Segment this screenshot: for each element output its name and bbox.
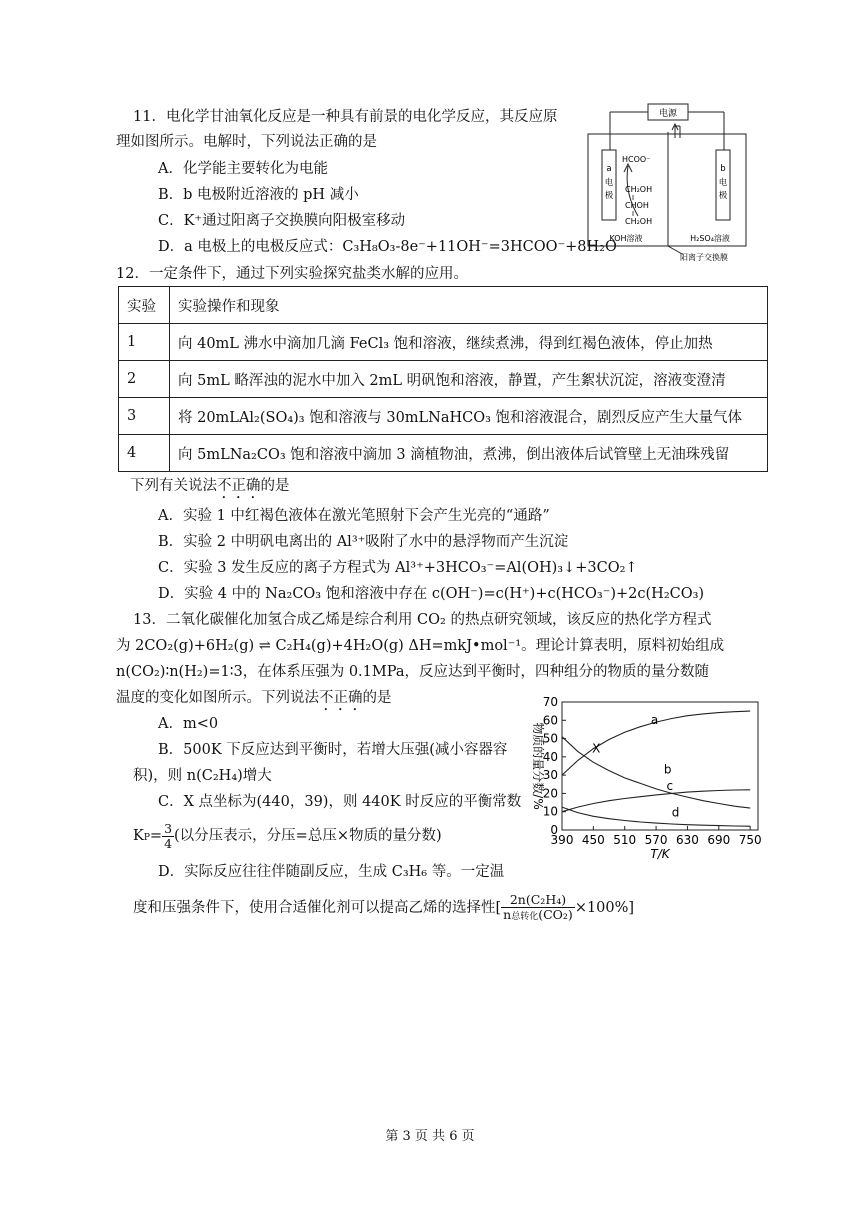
electrolysis-diagram xyxy=(580,96,760,264)
table-cell-procedure: 向 5mLNa₂CO₃ 饱和溶液中滴加 3 滴植物油，煮沸，倒出液体后试管壁上无油珠残留 xyxy=(170,435,768,472)
q11-option-c: C．K⁺通过阳离子交换膜向阳极室移动 xyxy=(158,213,406,229)
x-tick-label: 450 xyxy=(581,833,605,847)
table-header-cell: 实验 xyxy=(119,287,170,324)
series-label-d: d xyxy=(671,805,680,820)
q13-stem-line3: n(CO₂)∶n(H₂)=1∶3，在体系压强为 0.1MPa，反应达到平衡时，四种组分的物质的量分数随 xyxy=(116,664,709,680)
mole-fraction-chart xyxy=(520,694,770,864)
kp-equals: = xyxy=(149,828,163,844)
table-header-cell: 实验操作和现象 xyxy=(170,287,768,324)
kp-symbol: K xyxy=(133,828,144,844)
table-cell-number: 1 xyxy=(119,324,170,361)
a-electrode-letter: a xyxy=(606,164,612,174)
q12-ask-pre: 下列有关说法 xyxy=(130,478,217,494)
series-line-b xyxy=(562,737,750,808)
h2so4-solution-label: H₂SO₄溶液 xyxy=(690,234,730,243)
q13-ask-post: 的是 xyxy=(362,690,392,706)
selectivity-denominator xyxy=(501,908,575,924)
y-tick-label: 70 xyxy=(542,695,558,709)
y-tick-label: 60 xyxy=(542,713,558,728)
q13-option-d-line1: D．实际反应往往伴随副反应，生成 C₃H₆ 等。一定温 xyxy=(158,864,505,880)
q12-option-c: C．实验 3 发生反应的离子方程式为 Al³⁺+3HCO₃⁻=Al(OH)₃↓+3CO₂↑ xyxy=(158,560,638,576)
kp-note: (以分压表示，分压=总压×物质的量分数) xyxy=(174,828,442,844)
q11-option-a: A．化学能主要转化为电能 xyxy=(158,161,328,177)
kp-fraction xyxy=(162,822,174,851)
y-tick-label: 40 xyxy=(542,749,558,764)
table-cell-procedure: 将 20mLAl₂(SO₄)₃ 饱和溶液与 30mLNaHCO₃ 饱和溶液混合，剧烈反应产生大量气体 xyxy=(170,398,768,435)
a-electrode-char2: 极 xyxy=(604,191,614,201)
q11-stem-line2: 理如图所示。电解时，下列说法正确的是 xyxy=(116,134,377,150)
y-tick-label: 20 xyxy=(542,786,558,801)
q13-ask-pre: 温度的变化如图所示。下列说法 xyxy=(116,690,319,706)
kp-numerator: 3 xyxy=(164,820,173,836)
y-tick-label: 10 xyxy=(542,804,558,819)
table-row xyxy=(119,324,768,361)
q12-option-a: A．实验 1 中红褐色液体在激光笔照射下会产生光亮的“通路” xyxy=(158,508,550,524)
b-electrode-char2: 极 xyxy=(718,191,728,201)
table-cell-procedure: 向 40mL 沸水中滴加几滴 FeCl₃ 饱和溶液，继续煮沸，得到红褐色液体，停止加热 xyxy=(170,324,768,361)
y-tick-label: 30 xyxy=(542,768,558,783)
series-line-c xyxy=(562,790,750,812)
denominator-subscript: 总转化 xyxy=(511,911,539,922)
q13-stem-line2: 为 2CO₂(g)+6H₂(g) ⇌ C₂H₄(g)+4H₂O(g) ΔH=mkJ•mol⁻¹。理论计算表明，原料初始组成 xyxy=(116,638,725,654)
x-tick-label: 750 xyxy=(738,833,762,847)
q13-option-b-line2: 积)，则 n(C₂H₄)增大 xyxy=(133,768,272,784)
q11-stem-line1: 11．电化学甘油氧化反应是一种具有前景的电化学反应，其反应原 xyxy=(133,109,558,125)
q12-option-d: D．实验 4 中的 Na₂CO₃ 饱和溶液中存在 c(OH⁻)=c(H⁺)+c(HCO₃⁻)+2c(H₂CO₃) xyxy=(158,586,705,602)
q12-stem: 12．一定条件下，通过下列实验探究盐类水解的应用。 xyxy=(116,266,468,282)
x-tick-label: 390 xyxy=(550,833,574,847)
q13-stem-line4 xyxy=(116,688,392,714)
selectivity-fraction xyxy=(501,893,575,924)
y-tick-label: 0 xyxy=(550,823,558,837)
table-row xyxy=(119,361,768,398)
table-cell-number: 3 xyxy=(119,398,170,435)
kp-subscript: P xyxy=(143,833,150,843)
series-label-c: c xyxy=(666,778,674,793)
selectivity-post: ×100%] xyxy=(574,900,635,916)
denominator-co2: (CO₂) xyxy=(538,906,573,922)
b-electrode-char1: 电 xyxy=(718,178,728,188)
q13-ask-emphasis: 不正确 xyxy=(319,690,363,706)
x-tick-label: 690 xyxy=(707,833,731,847)
selectivity-numerator: 2n(C₂H₄) xyxy=(501,893,575,908)
denominator-n: n xyxy=(503,906,512,922)
glycerol-line2: CHOH xyxy=(625,201,649,210)
y-axis-label: 物质的量分数/% xyxy=(531,722,545,810)
y-tick-label: 50 xyxy=(542,731,558,746)
series-label-b: b xyxy=(663,762,672,777)
table-row xyxy=(119,398,768,435)
selectivity-pre: 度和压强条件下，使用合适催化剂可以提高乙烯的选择性[ xyxy=(133,900,502,916)
q11-option-d: D．a 电极上的电极反应式：C₃H₈O₃-8e⁻+11OH⁻=3HCOO⁻+8H₂O xyxy=(158,239,617,255)
point-annotation: X xyxy=(592,741,601,756)
page-footer: 第 3 页 共 6 页 xyxy=(385,1129,475,1144)
q13-option-a: A．m<0 xyxy=(158,716,219,732)
x-axis-label: T/K xyxy=(650,847,670,861)
q12-ask-post: 的是 xyxy=(260,478,290,494)
table-cell-number: 4 xyxy=(119,435,170,472)
experiment-table xyxy=(118,286,768,472)
table-cell-number: 2 xyxy=(119,361,170,398)
table-row xyxy=(119,435,768,472)
x-tick-label: 630 xyxy=(675,833,699,847)
b-electrode-letter: b xyxy=(720,164,726,174)
glycerol-line3: CH₂OH xyxy=(625,217,653,226)
x-tick-label: 510 xyxy=(613,833,637,847)
power-source-label: 电源 xyxy=(658,109,678,119)
q13-option-b-line1: B．500K 下反应达到平衡时，若增大压强(减小容器容 xyxy=(158,742,508,758)
koh-solution-label: KOH溶液 xyxy=(609,234,643,243)
series-label-a: a xyxy=(650,712,659,727)
table-header-row xyxy=(119,287,768,324)
q13-option-c-line2 xyxy=(133,820,442,854)
q12-option-b: B．实验 2 中明矾电离出的 Al³⁺吸附了水中的悬浮物而产生沉淀 xyxy=(158,534,569,550)
membrane-label: 阳离子交换膜 xyxy=(680,253,728,262)
q13-option-c-line1: C．X 点坐标为(440，39)，则 440K 时反应的平衡常数 xyxy=(158,794,522,810)
q12-ask xyxy=(130,476,290,502)
series-line-d xyxy=(562,807,750,826)
formate-label: HCOO⁻ xyxy=(622,155,651,164)
q13-option-d-line2 xyxy=(133,890,634,926)
kp-denominator: 4 xyxy=(164,835,173,851)
a-electrode-char1: 电 xyxy=(604,178,614,188)
table-cell-procedure: 向 5mL 略浑浊的泥水中加入 2mL 明矾饱和溶液，静置，产生絮状沉淀，溶液变澄清 xyxy=(170,361,768,398)
glycerol-line1: CH₂OH xyxy=(625,185,653,194)
q12-ask-emphasis: 不正确 xyxy=(217,478,261,494)
q11-option-b: B．b 电极附近溶液的 pH 减小 xyxy=(158,187,359,203)
x-tick-label: 570 xyxy=(644,833,668,847)
q13-stem-line1: 13．二氧化碳催化加氢合成乙烯是综合利用 CO₂ 的热点研究领域，该反应的热化学方程式 xyxy=(133,612,712,628)
